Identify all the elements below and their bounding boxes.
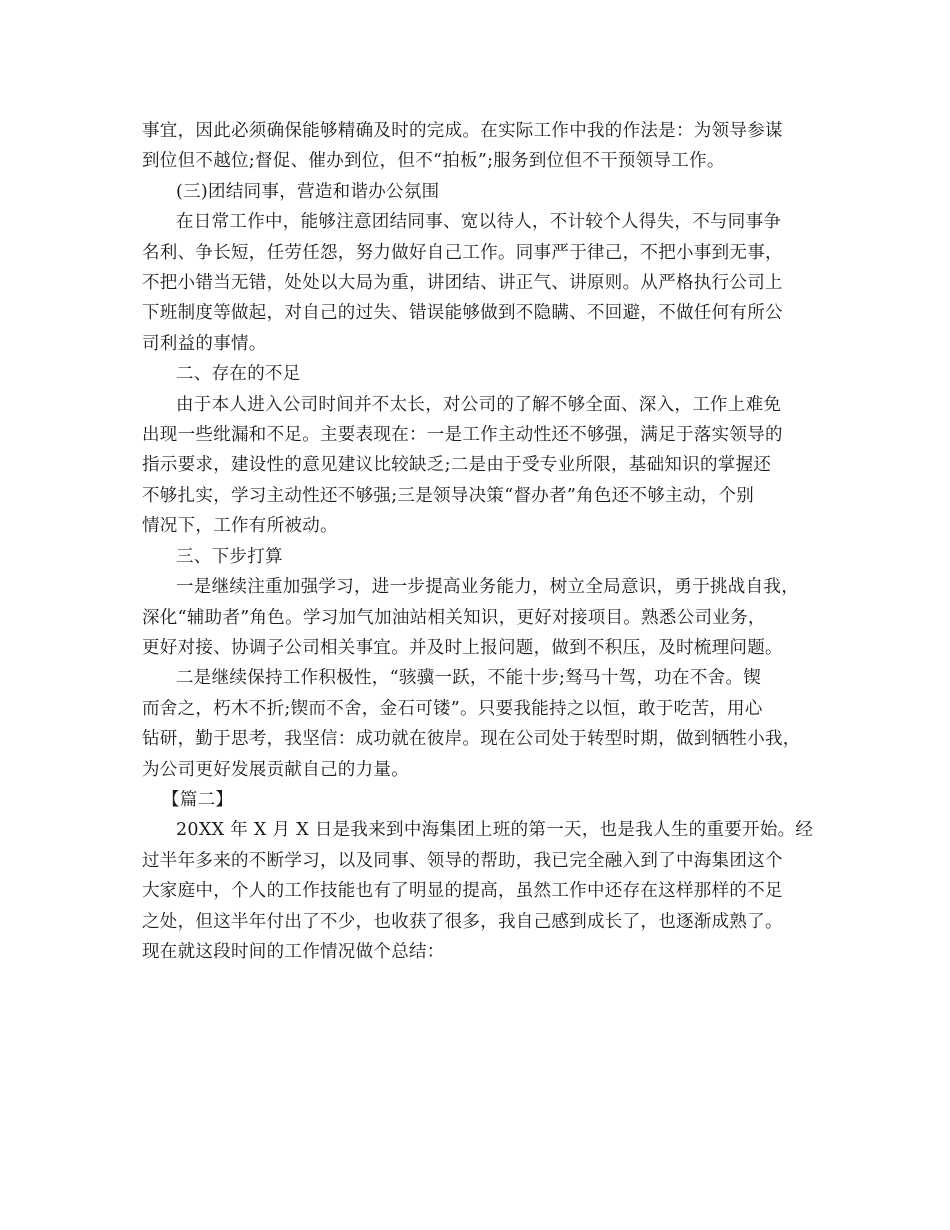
text-line: 不够扎实，学习主动性还不够强;三是领导决策“督办者”角色还不够主动，个别: [142, 485, 755, 506]
text-line: 更好对接、协调子公司相关事宜。并及时上报问题，做到不积压，及时梳理问题。: [142, 637, 783, 658]
document-body: [142, 116, 822, 967]
text-line: 名利、争长短，任劳任怨，努力做好自己工作。同事严于律己，不把小事到无事，: [142, 242, 783, 263]
text-line: 事宜，因此必须确保能够精确及时的完成。在实际工作中我的作法是：为领导参谋: [142, 121, 783, 141]
text-line: 二是继续保持工作积极性，“骇骥一跃，不能十步;驽马十驾，功在不舍。锲: [176, 668, 762, 689]
text-line: 之处，但这半年付出了不少，也收获了很多，我自己感到成长了，也逐渐成熟了。: [142, 911, 783, 932]
text-line: 钻研，勤于思考，我坚信：成功就在彼岸。现在公司处于转型时期，做到牺牲小我，: [142, 729, 801, 750]
text-line: 过半年多来的不断学习，以及同事、领导的帮助，我已完全融入到了中海集团这个: [142, 850, 783, 871]
text-line: (三)团结同事，营造和谐办公氛围: [176, 181, 440, 202]
text-line: 三、下步打算: [176, 546, 283, 567]
text-line: 一是继续注重加强学习，进一步提高业务能力，树立全局意识，勇于挑战自我，: [176, 577, 799, 598]
text-line: 到位但不越位;督促、催办到位，但不“拍板”;服务到位但不干预领导工作。: [142, 151, 725, 172]
text-line: 指示要求，建设性的意见建议比较缺乏;二是由于受专业所限，基础知识的掌握还: [142, 455, 772, 476]
text-line: 下班制度等做起，对自己的过失、错误能够做到不隐瞒、不回避，不做任何有所公: [142, 303, 783, 324]
text-line: 现在就这段时间的工作情况做个总结：: [142, 941, 445, 962]
text-line: 情况下，工作有所被动。: [142, 516, 338, 537]
text-line: 在日常工作中，能够注意团结同事、宽以待人，不计较个人得失，不与同事争: [176, 212, 782, 233]
text-line: 大家庭中，个人的工作技能也有了明显的提高，虽然工作中还存在这样那样的不足: [142, 881, 783, 902]
text-line: 不把小错当无错，处处以大局为重，讲团结、讲正气、讲原则。从严格执行公司上: [142, 273, 783, 294]
text-line: 深化“辅助者”角色。学习加气加油站相关知识，更好对接项目。熟悉公司业务，: [142, 607, 766, 628]
text-line: 司利益的事情。: [142, 333, 267, 354]
text-line: 为公司更好发展贡献自己的力量。: [142, 759, 409, 780]
text-line: 由于本人进入公司时间并不太长，对公司的了解不够全面、深入，工作上难免: [176, 394, 782, 415]
text-line: 20XX 年 X 月 X 日是我来到中海集团上班的第一天，也是我人生的重要开始。经: [176, 820, 814, 841]
text-line: 【篇二】: [162, 789, 234, 810]
text-line: 二、存在的不足: [176, 364, 301, 385]
text-line: 出现一些纰漏和不足。主要表现在：一是工作主动性还不够强，满足于落实领导的: [142, 425, 783, 446]
text-line: 而舍之，朽木不折;锲而不舍，金石可镂”。只要我能持之以恒，敢于吃苦，用心: [142, 698, 763, 719]
